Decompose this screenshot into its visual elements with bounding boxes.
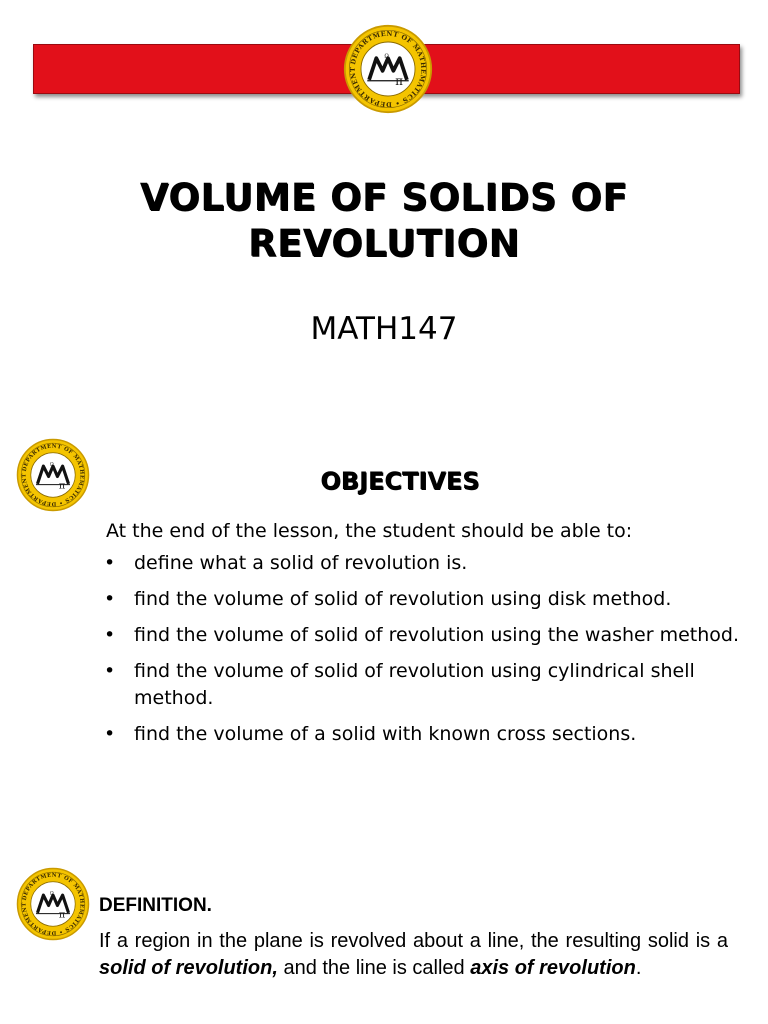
list-item <box>104 658 744 712</box>
department-seal-icon <box>15 438 91 512</box>
definition-text-part: If a region in the plane is revolved about a line, the resulting solid is a <box>99 930 728 952</box>
objective-text: find the volume of solid of revolution using disk method. <box>134 588 672 610</box>
term-solid-of-revolution: solid of revolution, <box>99 957 278 979</box>
department-seal-icon <box>342 24 434 114</box>
objective-text: find the volume of a solid with known cross sections. <box>134 723 637 745</box>
presentation-title: VOLUME OF SOLIDS OF REVOLUTION <box>139 176 629 265</box>
bullet-icon: • <box>104 723 116 745</box>
list-item <box>104 550 744 577</box>
bullet-icon: • <box>104 660 116 682</box>
department-seal-icon <box>15 867 91 941</box>
definition-text-part: and the line is called <box>277 957 471 979</box>
definition-text <box>99 928 728 982</box>
objective-text: find the volume of solid of revolution using the washer method. <box>134 624 740 646</box>
objective-text: define what a solid of revolution is. <box>134 552 468 574</box>
bullet-icon: • <box>104 588 116 610</box>
term-axis-of-revolution: axis of revolution <box>470 957 636 979</box>
objectives-list <box>104 550 744 757</box>
definition-heading: DEFINITION. <box>99 895 212 916</box>
list-item <box>104 622 744 649</box>
list-item <box>104 721 744 748</box>
bullet-icon: • <box>104 624 116 646</box>
course-code: MATH147 <box>310 311 458 347</box>
objective-text: find the volume of solid of revolution using cylindrical shell method. <box>134 660 695 709</box>
bullet-icon: • <box>104 552 116 574</box>
objectives-heading: OBJECTIVES <box>320 467 480 495</box>
objectives-intro: At the end of the lesson, the student should be able to: <box>106 520 633 542</box>
list-item <box>104 586 744 613</box>
definition-text-part: . <box>635 957 642 979</box>
